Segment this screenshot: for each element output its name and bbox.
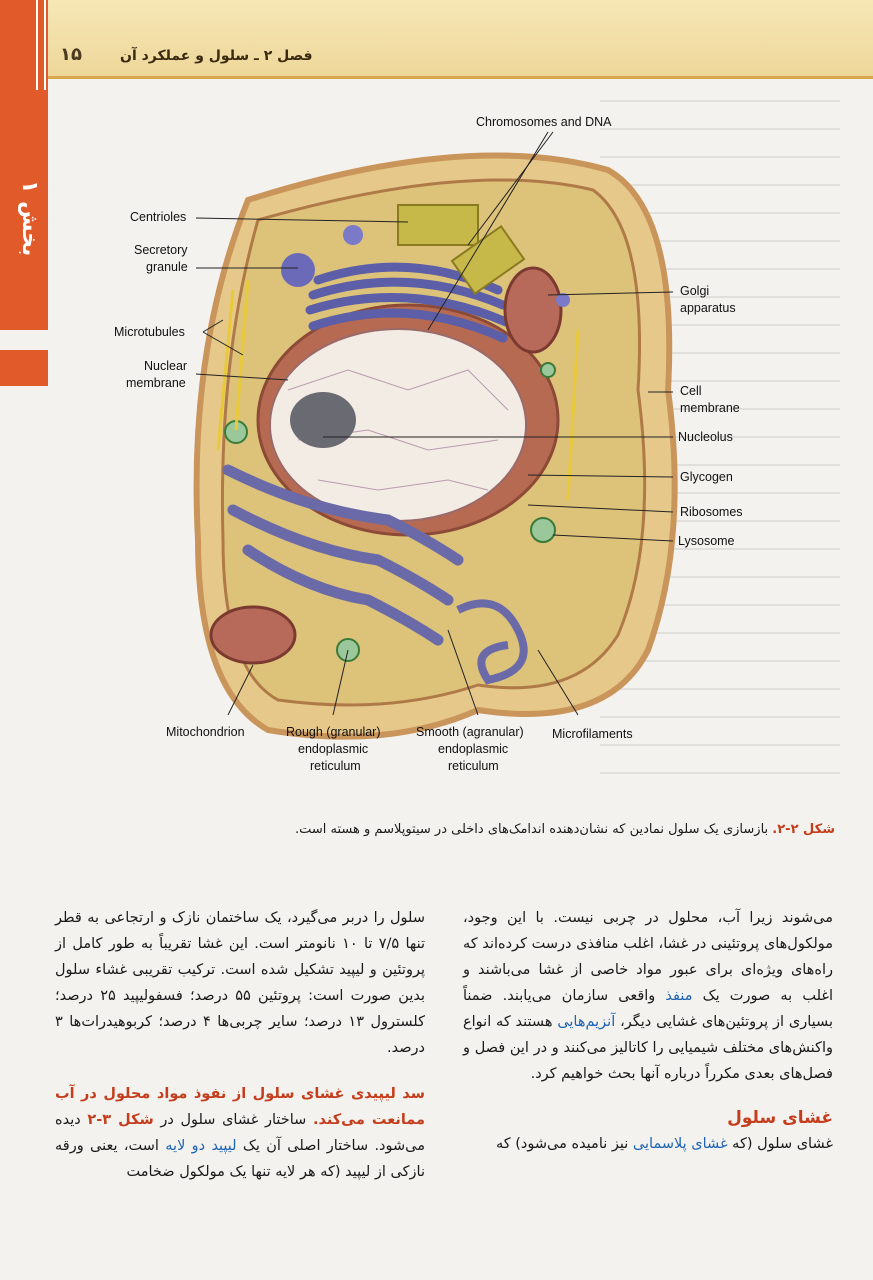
label-smooth-2: endoplasmic	[438, 742, 509, 756]
centriole	[398, 205, 478, 245]
figure-caption	[35, 820, 835, 840]
label-glycogen: Glycogen	[680, 470, 733, 484]
cell-diagram	[48, 90, 858, 800]
running-title: فصل ۲ ـ سلول و عملکرد آن	[120, 48, 313, 64]
term-plasma-membrane: غشای پلاسمایی	[632, 1136, 728, 1152]
section-heading: غشای سلول	[727, 1108, 833, 1128]
label-cellmem-1: Cell	[680, 384, 702, 398]
label-nuclear-2: membrane	[126, 376, 186, 390]
label-ribosomes: Ribosomes	[680, 505, 743, 519]
label-secretory-2: granule	[146, 260, 188, 274]
mitochondrion	[505, 268, 561, 352]
nucleolus	[290, 392, 356, 448]
vesicle	[541, 363, 555, 377]
bold-inline-heading: سد لیپیدی غشای سلول از نفوذ مواد محلول در آب ممانعت می‌کند.	[55, 1086, 426, 1128]
text-run: نیز نامیده می‌شود) که	[495, 1136, 633, 1152]
mitochondrion	[211, 607, 295, 663]
label-smooth-1: Smooth (agranular)	[416, 725, 524, 739]
label-chromosomes: Chromosomes and DNA	[476, 115, 612, 129]
side-tab-marker	[0, 350, 48, 386]
right-paragraph-1	[463, 905, 833, 1087]
label-microfilaments: Microfilaments	[552, 727, 633, 741]
term-pore: منفذ	[665, 988, 693, 1004]
label-nucleolus: Nucleolus	[678, 430, 733, 444]
term-lipid-bilayer: لیپید دو لایه	[165, 1138, 237, 1154]
term-enzymes: آنزیم‌هایی	[557, 1014, 616, 1030]
label-mitochondrion: Mitochondrion	[166, 725, 245, 739]
label-cellmem-2: membrane	[680, 401, 740, 415]
label-golgi-1: Golgi	[680, 284, 710, 298]
text-run: ساختار غشای سلول در	[153, 1112, 313, 1128]
page-number: ۱۵	[60, 44, 82, 65]
lysosome	[531, 518, 555, 542]
label-rough-1: Rough (granular)	[286, 725, 381, 739]
right-column	[463, 905, 833, 1157]
secretory-granule	[281, 253, 315, 287]
secretory-granule	[343, 225, 363, 245]
page-header	[0, 0, 873, 79]
left-paragraph-2	[55, 1081, 425, 1185]
label-nuclear-1: Nuclear	[144, 359, 188, 373]
text-run: واقعی سازمان می‌یابند. ضمناً بسیاری از پروتئین‌های غشایی دیگر،	[463, 988, 833, 1030]
left-paragraph-1: سلول را دربر می‌گیرد، یک ساختمان نازک و ارتجاعی به قطر تنها ۷/۵ تا ۱۰ نانومتر است. این غشا تقریباً به طور کامل از پروتئین و لیپید تشکیل شده است. ترکیب تقریبی غشاء سلول بدین صورت است: پروتئین ۵۵ درصد؛ فسفولیپید ۲۵ درصد؛ کلسترول ۱۳ درصد؛ سایر چربی‌ها ۴ درصد؛ کربوهیدرات‌ها ۳ درصد.	[55, 910, 426, 1056]
label-secretory-1: Secretory	[134, 243, 188, 257]
right-paragraph-2	[463, 1131, 833, 1157]
left-column	[55, 905, 425, 1185]
tab-decoration	[36, 0, 46, 90]
label-golgi-2: apparatus	[680, 301, 736, 315]
chapter-side-tab	[0, 0, 48, 330]
text-run: هستند که انواع واکنش‌های مختلف شیمیایی را کاتالیز می‌کنند و در این فصل و فصل‌های بعدی مکرراً درباره آنها بحث خواهیم کرد.	[463, 1014, 833, 1082]
text-run: است، یعنی ورقه نازکی از لیپید (که هر لایه تنها یک مولکول ضخامت	[55, 1138, 425, 1180]
label-microtubules: Microtubules	[114, 325, 185, 339]
text-run: می‌شوند زیرا آب، محلول در چربی نیست. با این وجود، مولکول‌های پروتئینی در غشا، اغلب منافذی درست کرده‌اند که راه‌های ویژه‌ای برای عبور مواد خاصی از غشا می‌باشند و اغلب به صورت یک	[463, 910, 833, 1004]
label-lysosome: Lysosome	[678, 534, 735, 548]
caption-label: شکل ۲-۲.	[772, 822, 835, 837]
figure-reference: شکل ۳-۲	[87, 1112, 154, 1128]
label-rough-3: reticulum	[310, 759, 361, 773]
side-tab-label: بخش ۱	[17, 180, 42, 257]
label-centrioles: Centrioles	[130, 210, 187, 224]
label-smooth-3: reticulum	[448, 759, 499, 773]
caption-text: بازسازی یک سلول نمادین که نشان‌دهنده اندامک‌های داخلی در سیتوپلاسم و هسته است.	[295, 822, 773, 837]
label-rough-2: endoplasmic	[298, 742, 369, 756]
text-run: غشای سلول (که	[727, 1136, 833, 1152]
text-run: دیده می‌شود. ساختار اصلی آن یک	[55, 1112, 426, 1154]
